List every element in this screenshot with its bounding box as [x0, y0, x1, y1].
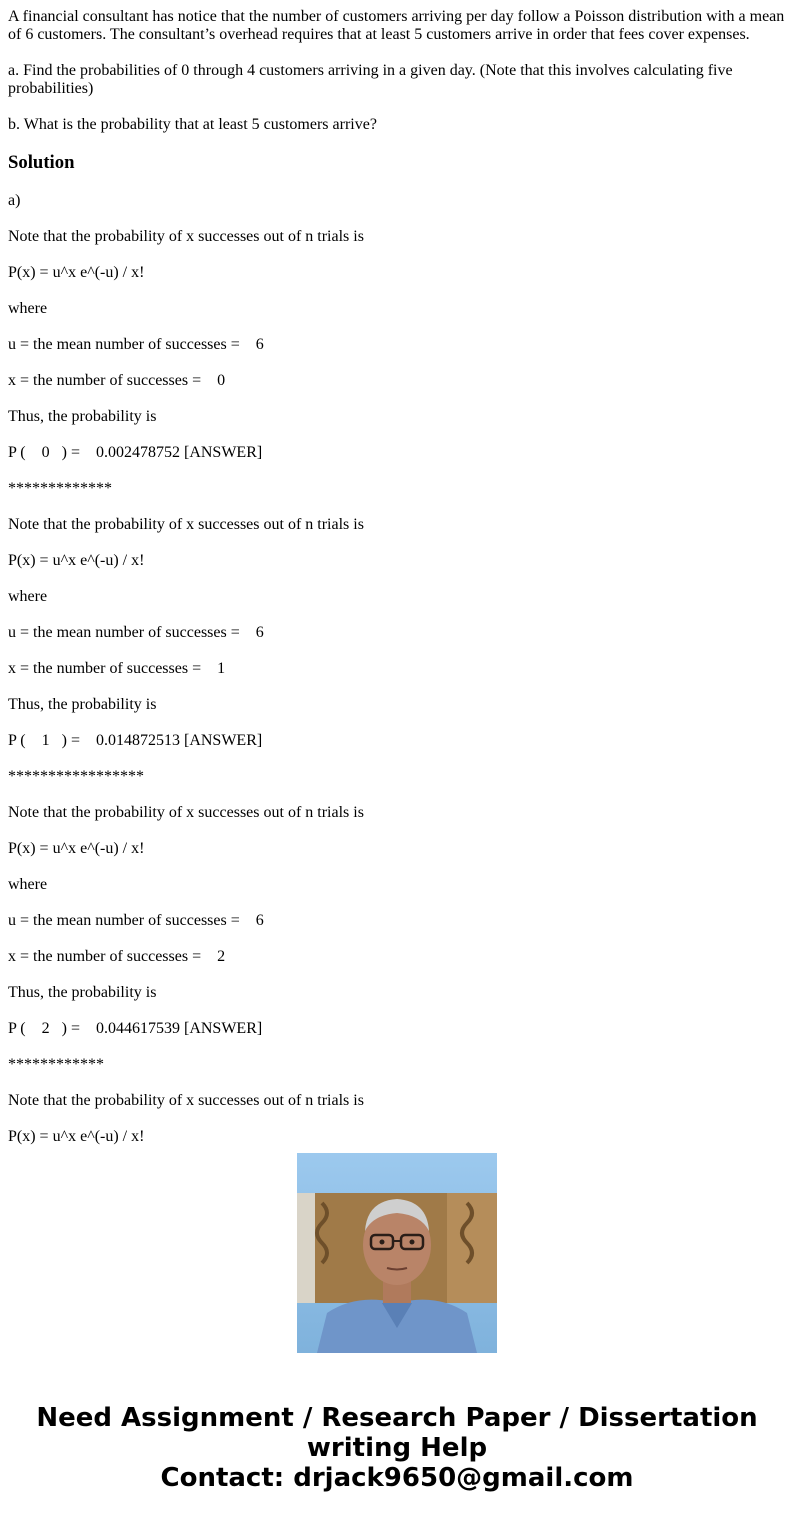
solution-heading: Solution [8, 152, 75, 173]
block-x-line: x = the number of successes = 0 [8, 372, 226, 389]
question-intro: A financial consultant has notice that the number of customers arriving per day follow a Poisson distribution with a mean of 6 customers. The consultant’s overhead requires that at least 5 customers arrive in order that fees cover expenses. [8, 8, 785, 43]
block-thus: Thus, the probability is [8, 696, 157, 713]
author-avatar [297, 1153, 497, 1353]
block-formula: P(x) = u^x e^(-u) / x! [8, 264, 145, 281]
block-formula: P(x) = u^x e^(-u) / x! [8, 552, 145, 569]
block-note: Note that the probability of x successes out of n trials is [8, 804, 364, 821]
block-result: P ( 1 ) = 0.014872513 [ANSWER] [8, 732, 263, 749]
document-body [8, 0, 788, 1145]
block-where: where [8, 876, 48, 893]
question-part-b: b. What is the probability that at least 5 customers arrive? [8, 116, 377, 133]
block-thus: Thus, the probability is [8, 408, 157, 425]
block-note: Note that the probability of x successes out of n trials is [8, 1092, 364, 1109]
solution-part-label: a) [8, 192, 21, 209]
block-note: Note that the probability of x successes out of n trials is [8, 228, 364, 245]
block-formula: P(x) = u^x e^(-u) / x! [8, 1128, 145, 1145]
block-mean-line: u = the mean number of successes = 6 [8, 624, 264, 641]
block-x-line: x = the number of successes = 2 [8, 948, 226, 965]
footer-banner [0, 1403, 794, 1493]
block-x-line: x = the number of successes = 1 [8, 660, 226, 677]
avatar-portrait-image [297, 1153, 497, 1353]
footer-line-1: Need Assignment / Research Paper / Dissertation [36, 1403, 758, 1433]
footer-contact: Contact: drjack9650@gmail.com [160, 1463, 634, 1493]
block-separator: ************ [8, 1056, 104, 1073]
footer-line-2: writing Help [306, 1433, 488, 1463]
block-thus: Thus, the probability is [8, 984, 157, 1001]
block-mean-line: u = the mean number of successes = 6 [8, 912, 264, 929]
question-part-a: a. Find the probabilities of 0 through 4 customers arriving in a given day. (Note that this involves calculating five probabilities) [8, 62, 733, 97]
block-result: P ( 2 ) = 0.044617539 [ANSWER] [8, 1020, 263, 1037]
block-note: Note that the probability of x successes out of n trials is [8, 516, 364, 533]
block-formula: P(x) = u^x e^(-u) / x! [8, 840, 145, 857]
block-where: where [8, 588, 48, 605]
block-where: where [8, 300, 48, 317]
block-separator: ***************** [8, 768, 144, 785]
block-mean-line: u = the mean number of successes = 6 [8, 336, 264, 353]
block-result: P ( 0 ) = 0.002478752 [ANSWER] [8, 444, 263, 461]
block-separator: ************* [8, 480, 112, 497]
